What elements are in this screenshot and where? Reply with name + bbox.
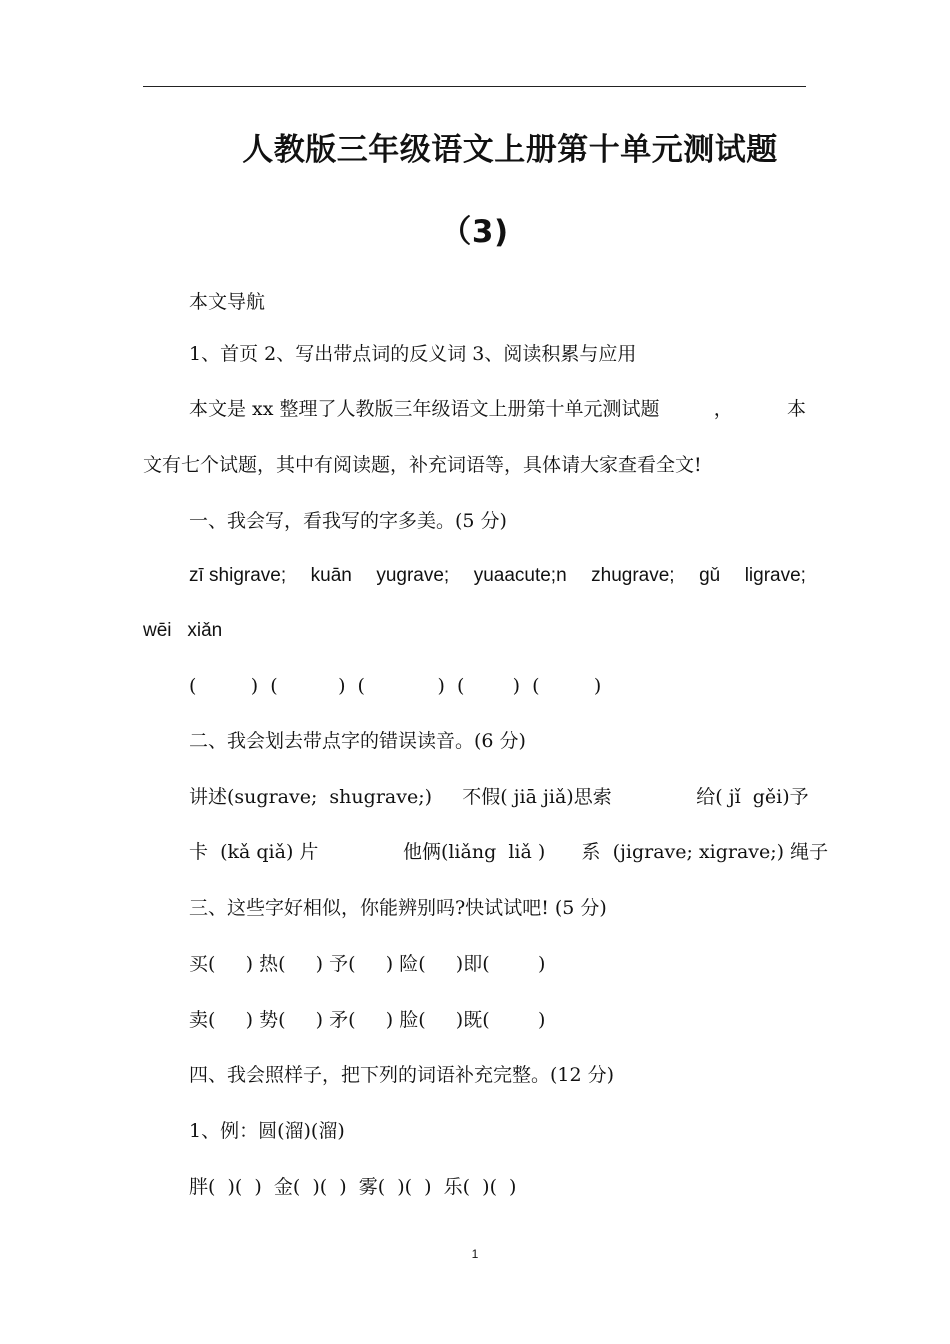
question-4-row: 胖( )( ) 金( )( ) 雾( )( ) 乐( )( )	[189, 1176, 517, 1198]
pinyin-item: gǔ	[699, 565, 721, 586]
question-3-row-2: 卖( ) 势( ) 矛( ) 脸( )既( )	[189, 1009, 546, 1031]
question-3-title: 三、这些字好相似，你能辨别吗?快试试吧! (5 分)	[189, 897, 607, 919]
question-1-pinyin	[189, 562, 806, 590]
question-2-row-2: 卡 (kǎ qiǎ) 片 他俩(liǎng liǎ ) 系 (jigrave; xigrave;) 绳子	[189, 841, 829, 863]
page-number: 1	[471, 1247, 479, 1261]
intro-line-2: 文有七个试题，其中有阅读题，补充词语等，具体请大家查看全文!	[143, 454, 702, 476]
question-1-pinyin-line-2: wēi xiǎn	[143, 620, 223, 641]
intro-line-1	[189, 395, 806, 423]
pinyin-item: zhugrave;	[591, 565, 675, 586]
question-1-title: 一、我会写，看我写的字多美。(5 分)	[189, 510, 507, 532]
intro-comma: ，	[713, 398, 733, 420]
pinyin-item: zī shigrave;	[189, 565, 287, 586]
nav-heading: 本文导航	[189, 291, 266, 313]
pinyin-item: ligrave;	[744, 565, 806, 586]
header-rule	[143, 86, 806, 87]
question-2-row-1: 讲述(sugrave; shugrave;) 不假( jiā jiǎ)思索 给( jǐ gěi)予	[189, 786, 809, 808]
pinyin-item: kuān	[310, 565, 352, 586]
intro-tail: 本	[786, 398, 806, 420]
question-4-title: 四、我会照样子，把下列的词语补充完整。(12 分)	[189, 1064, 615, 1086]
nav-links[interactable]: 1、首页 2、写出带点词的反义词 3、阅读积累与应用	[189, 343, 637, 365]
question-3-row-1: 买( ) 热( ) 予( ) 险( )即( )	[189, 953, 546, 975]
pinyin-item: yuaacute;n	[473, 565, 567, 586]
page-title-subtitle: （3)	[440, 214, 509, 250]
intro-text: 本文是 xx 整理了人教版三年级语文上册第十单元测试题	[189, 398, 660, 420]
question-1-blanks: ( ) ( ) ( ) ( ) ( )	[189, 675, 602, 697]
question-2-title: 二、我会划去带点字的错误读音。(6 分)	[189, 730, 526, 752]
page-title: 人教版三年级语文上册第十单元测试题	[242, 132, 778, 168]
pinyin-item: yugrave;	[376, 565, 450, 586]
question-4-example: 1、例：圆(溜)(溜)	[189, 1120, 345, 1142]
